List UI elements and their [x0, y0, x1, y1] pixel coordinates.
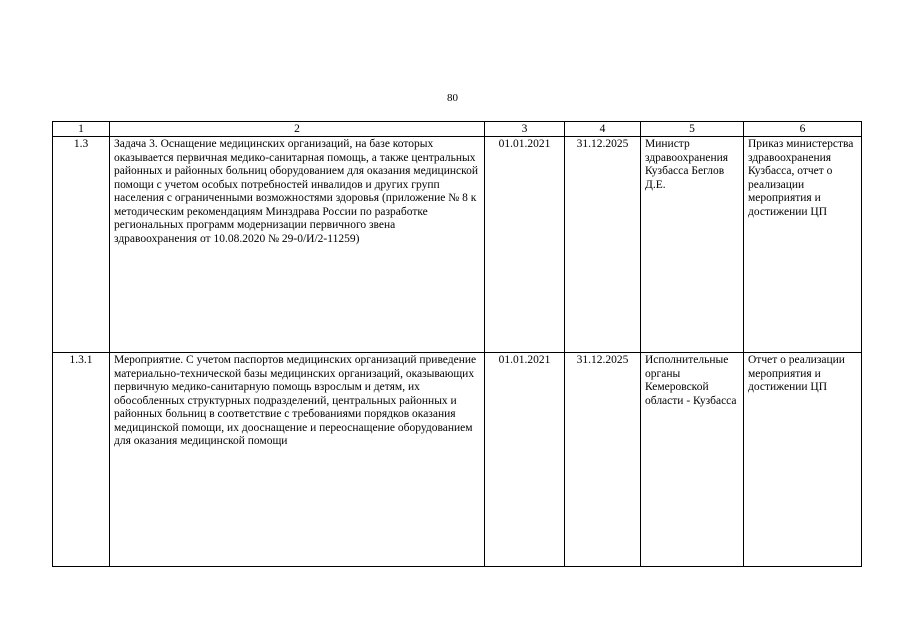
plan-table	[52, 121, 862, 567]
responsible: Министр здравоохранения Кузбасса Беглов Д.Е.	[641, 137, 744, 353]
table-header-row	[53, 122, 862, 137]
start-date: 01.01.2021	[485, 353, 565, 567]
column-header: 4	[565, 122, 641, 137]
column-header: 2	[110, 122, 485, 137]
column-header: 6	[744, 122, 862, 137]
column-header: 5	[641, 122, 744, 137]
table-row	[53, 137, 862, 353]
end-date: 31.12.2025	[565, 353, 641, 567]
column-header: 1	[53, 122, 110, 137]
result: Отчет о реализации мероприятия и достижении ЦП	[744, 353, 862, 567]
column-header: 3	[485, 122, 565, 137]
item-description: Задача 3. Оснащение медицинских организаций, на базе которых оказывается первичная медико-санитарная помощь, а также центральных районных и районных больниц оборудованием для оказания медицинской помощи с учетом особых потребностей инвалидов и других групп населения с ограниченными возможностями здоровья (приложение № 8 к методическим рекомендациям Минздрава России по разработке региональных программ модернизации первичного звена здравоохранения от 10.08.2020 № 29-0/И/2-11259)	[110, 137, 485, 353]
page-number: 80	[447, 92, 458, 104]
table-row	[53, 353, 862, 567]
end-date: 31.12.2025	[565, 137, 641, 353]
start-date: 01.01.2021	[485, 137, 565, 353]
responsible: Исполнительные органы Кемеровской области - Кузбасса	[641, 353, 744, 567]
item-number: 1.3	[53, 137, 110, 353]
result: Приказ министерства здравоохранения Кузбасса, отчет о реализации мероприятия и достижении ЦП	[744, 137, 862, 353]
item-description: Мероприятие. С учетом паспортов медицинских организаций приведение материально-технической базы медицинских организаций, оказывающих первичную медико-санитарную помощь взрослым и детям, их обособленных структурных подразделений, центральных районных и районных больниц в соответствие с требованиями порядков оказания медицинской помощи, их дооснащение и переоснащение оборудованием для оказания медицинской помощи	[110, 353, 485, 567]
item-number: 1.3.1	[53, 353, 110, 567]
